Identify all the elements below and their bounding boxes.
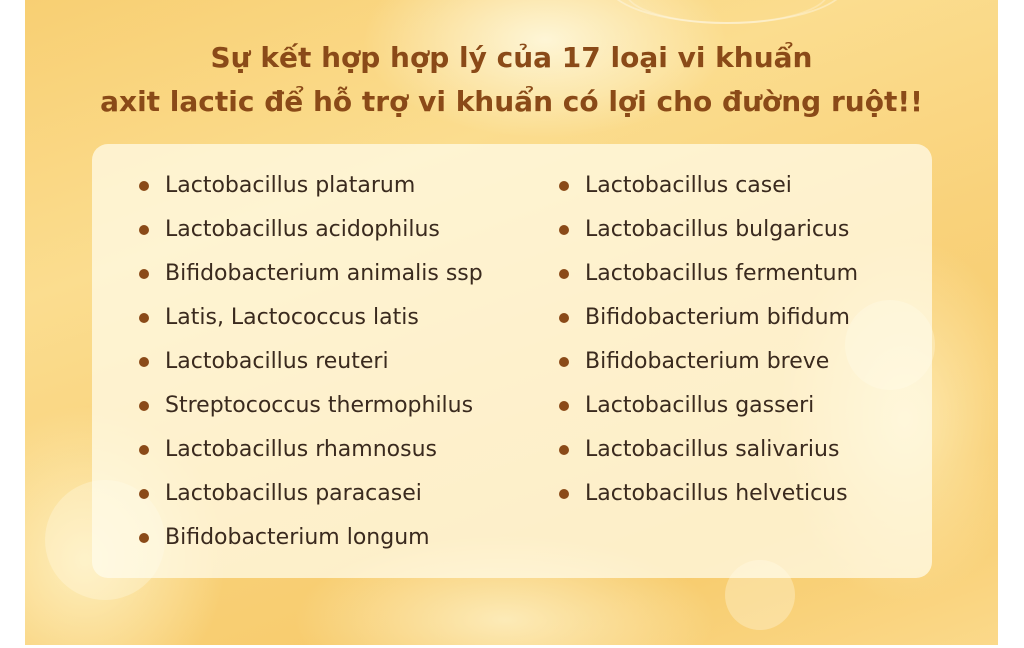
headline-line-1: Sự kết hợp hợp lý của 17 loại vi khuẩn xyxy=(210,41,813,74)
strain-list-card xyxy=(92,144,932,578)
bullet-icon xyxy=(559,401,569,411)
strain-name: Lactobacillus acidophilus xyxy=(165,217,440,242)
strain-item xyxy=(557,428,858,472)
strain-item xyxy=(137,296,483,340)
strain-name: Bifidobacterium longum xyxy=(165,525,430,550)
bullet-icon xyxy=(139,269,149,279)
bullet-icon xyxy=(559,489,569,499)
strain-name: Lactobacillus gasseri xyxy=(585,393,815,418)
bullet-icon xyxy=(139,357,149,367)
bullet-icon xyxy=(559,445,569,455)
bullet-icon xyxy=(559,225,569,235)
headline-line-2: axit lactic để hỗ trợ vi khuẩn có lợi cho đường ruột!! xyxy=(100,85,923,118)
bullet-icon xyxy=(139,401,149,411)
strain-name: Bifidobacterium animalis ssp xyxy=(165,261,483,286)
bullet-icon xyxy=(139,225,149,235)
strain-item xyxy=(137,252,483,296)
strain-name: Lactobacillus platarum xyxy=(165,173,416,198)
bullet-icon xyxy=(139,489,149,499)
strain-item xyxy=(137,428,483,472)
promo-poster xyxy=(25,0,998,645)
strain-item xyxy=(557,340,858,384)
bullet-icon xyxy=(559,313,569,323)
decorative-swirl xyxy=(605,0,849,24)
strain-item xyxy=(137,516,483,560)
bullet-icon xyxy=(559,269,569,279)
bullet-icon xyxy=(139,445,149,455)
strain-name: Lactobacillus fermentum xyxy=(585,261,859,286)
strain-item xyxy=(557,252,858,296)
strain-name: Lactobacillus rhamnosus xyxy=(165,437,437,462)
bullet-icon xyxy=(559,357,569,367)
strain-name: Lactobacillus reuteri xyxy=(165,349,389,374)
strain-name: Lactobacillus paracasei xyxy=(165,481,422,506)
strain-list-left xyxy=(137,164,483,560)
strain-list-right xyxy=(557,164,858,516)
strain-name: Lactobacillus helveticus xyxy=(585,481,848,506)
strain-item xyxy=(557,384,858,428)
strain-name: Lactobacillus casei xyxy=(585,173,792,198)
headline xyxy=(25,36,998,124)
bullet-icon xyxy=(139,181,149,191)
strain-item xyxy=(557,164,858,208)
strain-name: Bifidobacterium bifidum xyxy=(585,305,850,330)
strain-name: Latis, Lactococcus latis xyxy=(165,305,419,330)
strain-name: Lactobacillus bulgaricus xyxy=(585,217,850,242)
bullet-icon xyxy=(139,533,149,543)
strain-item xyxy=(137,340,483,384)
strain-name: Lactobacillus salivarius xyxy=(585,437,840,462)
strain-item xyxy=(557,472,858,516)
strain-item xyxy=(137,208,483,252)
decorative-swirl xyxy=(625,0,829,24)
strain-name: Bifidobacterium breve xyxy=(585,349,830,374)
bullet-icon xyxy=(559,181,569,191)
strain-item xyxy=(137,384,483,428)
strain-item xyxy=(137,472,483,516)
strain-item xyxy=(557,296,858,340)
strain-name: Streptococcus thermophilus xyxy=(165,393,474,418)
strain-item xyxy=(557,208,858,252)
bullet-icon xyxy=(139,313,149,323)
strain-item xyxy=(137,164,483,208)
